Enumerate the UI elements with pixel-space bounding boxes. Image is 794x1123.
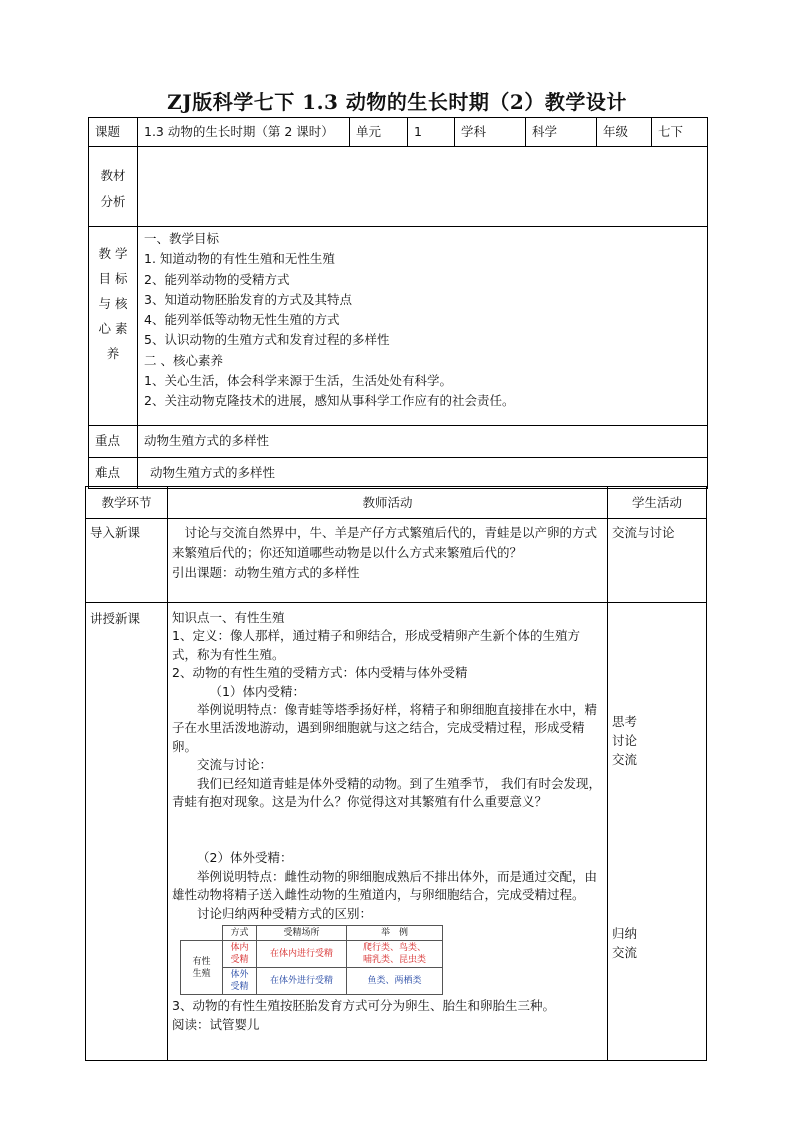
goal-line: 2、能列举动物的受精方式 <box>144 271 290 287</box>
lecture-paragraph: 2、动物的有性生殖的受精方式：体内受精与体外受精 <box>172 665 468 681</box>
fert-header-place: 受精场所 <box>257 926 347 941</box>
goal-line: 二 、核心素养 <box>144 352 223 368</box>
intro-student: 交流与讨论 <box>608 519 707 603</box>
goals-label-line: 目 标 <box>98 271 128 286</box>
student-activity-line: 交流 <box>612 945 638 960</box>
lecture-teacher <box>168 603 608 1061</box>
goals-content <box>138 227 708 426</box>
page-title: ZJ版科学七下 1.3 动物的生长时期（2）教学设计 <box>167 90 627 114</box>
lecture-paragraph: 举例说明特点：雌性动物的卵细胞成熟后不排出体外，而是通过交配，由雄性动物将精子送入雌性动物的生殖道内，与卵细胞结合，完成受精过程。 <box>172 868 598 903</box>
fert-example-line: 爬行类、鸟类、 <box>362 943 426 954</box>
info-table <box>88 117 708 489</box>
fert-example-line: 哺乳类、昆虫类 <box>362 955 426 966</box>
goal-line: 5、认识动物的生殖方式和发育过程的多样性 <box>144 332 390 348</box>
key-point-value: 动物生殖方式的多样性 <box>138 426 708 458</box>
fert-mode-line: 受精 <box>230 955 249 966</box>
teacher-header: 教师活动 <box>168 487 608 519</box>
lecture-paragraph: 讨论归纳两种受精方式的区别： <box>197 905 373 921</box>
difficulty-value: 动物生殖方式的多样性 <box>138 458 708 489</box>
student-activity-line: 交流 <box>612 752 638 767</box>
intro-paragraph: 引出课题：动物生殖方式的多样性 <box>172 565 360 580</box>
lecture-paragraph: 1、定义：像人那样，通过精子和卵结合，形成受精卵产生新个体的生殖方式，称为有性生殖。 <box>172 628 580 662</box>
lecture-spacer <box>172 811 603 849</box>
lecture-paragraph: （2）体外受精： <box>197 850 293 866</box>
goals-label-line: 心 素 <box>98 321 128 336</box>
goals-label-line: 与 核 <box>98 296 128 311</box>
intro-paragraph: 讨论与交流自然界中，牛、羊是产仔方式繁殖后代的，青蛙是以产卵的方式来繁殖后代的；你还知道哪些动物是以什么方式来繁殖后代的？ <box>172 525 598 560</box>
course-value: 1.3 动物的生长时期（第 2 课时） <box>138 118 350 147</box>
fert-mode-line: 体外 <box>230 970 249 981</box>
lecture-paragraph: 3、动物的有性生殖按胚胎发育方式可分为卵生、胎生和卵胎生三种。 <box>172 998 555 1014</box>
fert-header-mode: 方式 <box>223 926 257 941</box>
fert-external-place: 在体外进行受精 <box>257 968 347 995</box>
lecture-paragraph: 举例说明特点：像青蛙等塔季扬好样，将精子和卵细胞直接排在水中，精子在水里活泼地游动，遇到卵细胞就与这之结合，完成受精过程，形成受精卵。 <box>172 702 598 754</box>
fert-group-line: 有性 <box>192 956 211 967</box>
course-label: 课题 <box>89 118 138 147</box>
goal-line: 3、知道动物胚胎发育的方式及其特点 <box>144 291 352 307</box>
grade-value: 七下 <box>652 118 708 147</box>
subject-label: 学科 <box>455 118 526 147</box>
analysis-content <box>138 147 708 227</box>
subject-value: 科学 <box>526 118 597 147</box>
fert-external-mode <box>223 968 257 995</box>
intro-stage: 导入新课 <box>86 519 168 603</box>
difficulty-label: 难点 <box>89 458 138 489</box>
fert-header-example: 举 例 <box>347 926 443 941</box>
unit-label: 单元 <box>350 118 408 147</box>
fert-mode-line: 体内 <box>230 943 249 954</box>
fert-internal-place: 在体内进行受精 <box>257 941 347 968</box>
student-activity-line: 讨论 <box>612 733 638 748</box>
fert-group <box>181 941 223 995</box>
unit-value: 1 <box>408 118 455 147</box>
goal-line: 1、关心生活，体会科学来源于生活，生活处处有科学。 <box>144 373 452 389</box>
fert-corner <box>181 926 223 941</box>
lecture-student <box>608 603 707 1061</box>
goals-label <box>89 227 138 426</box>
grade-label: 年级 <box>597 118 652 147</box>
analysis-label-line: 教材 <box>100 168 126 183</box>
lecture-paragraph: 知识点一、有性生殖 <box>172 610 285 625</box>
student-header: 学生活动 <box>608 487 707 519</box>
goal-line: 4、能列举低等动物无性生殖的方式 <box>144 312 340 328</box>
student-activity-line: 思考 <box>612 714 638 729</box>
fert-internal-mode <box>223 941 257 968</box>
student-spacer <box>612 769 702 924</box>
goal-line: 2、关注动物克隆技术的进展，感知从事科学工作应有的社会责任。 <box>144 393 515 409</box>
fertilization-table <box>180 925 442 995</box>
student-activity-line: 归纳 <box>612 926 638 941</box>
fert-mode-line: 受精 <box>230 982 249 993</box>
goals-label-line: 养 <box>106 346 120 361</box>
lecture-paragraph: 阅读：试管婴儿 <box>172 1016 260 1032</box>
analysis-label <box>89 147 138 227</box>
fert-group-line: 生殖 <box>192 968 211 979</box>
goal-line: 1. 知道动物的有性生殖和无性生殖 <box>144 251 335 267</box>
key-point-label: 重点 <box>89 426 138 458</box>
fert-external-example: 鱼类、两栖类 <box>347 968 443 995</box>
activity-table <box>85 486 707 1061</box>
lecture-paragraph: （1）体内受精： <box>209 683 305 699</box>
student-spacer <box>612 609 702 712</box>
intro-teacher <box>168 519 608 603</box>
lecture-paragraph: 我们已经知道青蛙是体外受精的动物。到了生殖季节， 我们有时会发现，青蛙有抱对现象。这是为什么？你觉得这对其繁殖有什么重要意义？ <box>172 775 601 810</box>
fert-internal-example <box>347 941 443 968</box>
goal-line: 一、教学目标 <box>144 231 220 246</box>
lecture-stage: 讲授新课 <box>86 603 168 1061</box>
lecture-paragraph: 交流与讨论： <box>197 757 273 773</box>
goals-label-line: 教 学 <box>98 246 128 261</box>
analysis-label-line: 分析 <box>100 194 126 209</box>
stage-header: 教学环节 <box>86 487 168 519</box>
